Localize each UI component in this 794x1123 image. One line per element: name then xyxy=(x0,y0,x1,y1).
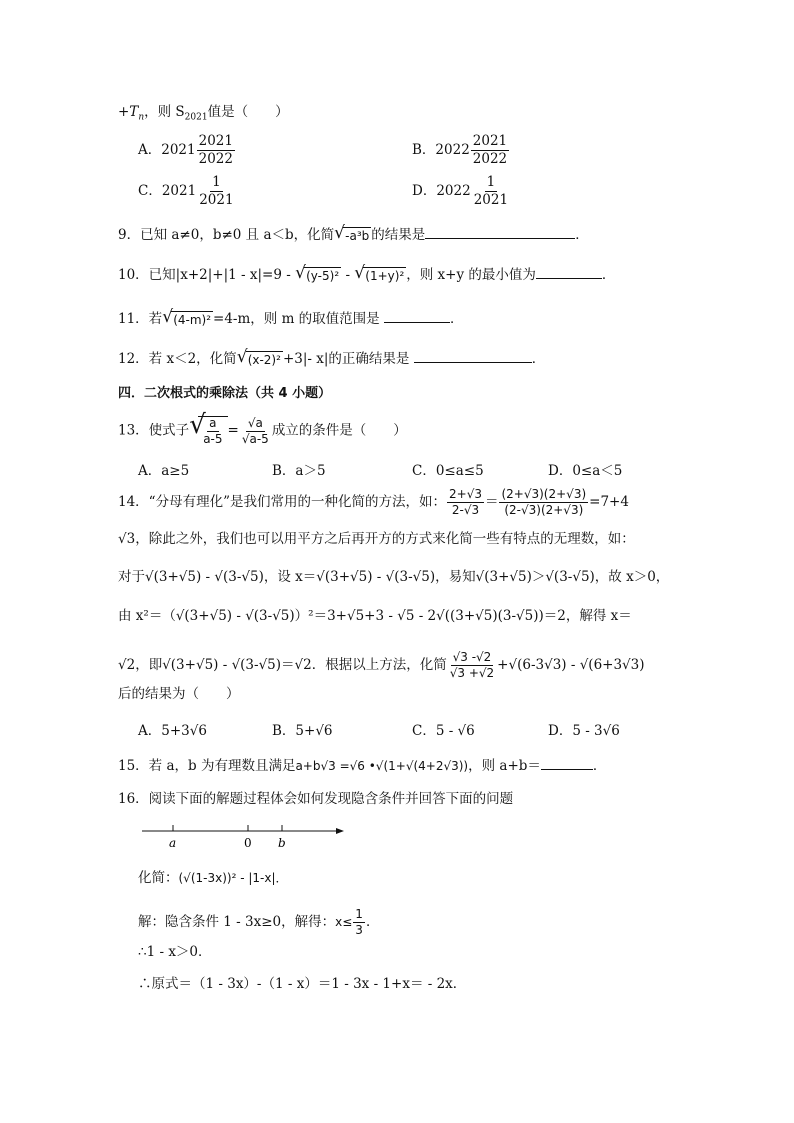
question-13: 13．使式子 √ $\frac{a}{a-5}$ = $\frac{√a}{√a-5}$ 成立的条件是（ ） xyxy=(118,410,407,447)
label-b: b xyxy=(278,836,286,850)
question-16-title: 16．阅读下面的解题过程体会如何发现隐含条件并回答下面的问题 xyxy=(118,791,514,807)
question-11: 11．若 √ (4-m)² =4-m，则 m 的取值范围是 ． xyxy=(118,307,464,328)
question-14-line-5: √2，即√(3+√5) - √(3-√5)＝√2．根据以上方法，化简 $\frac{√3 -√2}{√3 +√2}$ +√(6-3√3) - √(6+3√3) xyxy=(118,650,645,681)
q8-stem: $+T_n$，则 $S_{2021}$值是（ ） xyxy=(118,104,289,123)
answer-blank[interactable] xyxy=(536,266,602,279)
question-15: 15．若 a，b 为有理数且满足a+b√3 =√6 •√(1+√(4+2√3))，则 a+b＝ ． xyxy=(118,758,607,774)
q14-option-d[interactable]: D．5 - 3√6 xyxy=(548,723,620,739)
q14-option-a[interactable]: A．5+3√6 xyxy=(138,723,207,739)
label-zero: 0 xyxy=(244,836,252,850)
expression: a+b√3 =√6 •√(1+√(4+2√3)) xyxy=(295,759,469,773)
q13-option-d[interactable]: D．0≤a＜5 xyxy=(548,463,623,479)
q16-therefore-2: ∴原式＝（1 - 3x）-（1 - x）＝1 - 3x - 1+x＝ - 2x． xyxy=(138,976,467,992)
fraction: $\frac{(2+√3)(2+√3)}{(2-√3)(2+√3)}$ xyxy=(501,487,587,518)
sqrt-expression: √ (1+y)² xyxy=(354,263,405,284)
q16-therefore-1: ∴1 - x＞0． xyxy=(138,944,212,960)
sqrt-expression: √ $\frac{a}{a-5}$ xyxy=(189,416,227,446)
question-10: 10．已知|x+2|+|1 - x|=9 - √ (y-5)² - √ (1+y)² ，则 x+y 的最小值为 ． xyxy=(118,263,616,284)
arrow-icon xyxy=(336,828,344,834)
fraction: $\frac{1}{2021}$ xyxy=(199,174,234,208)
question-14-line-6: 后的结果为（ ） xyxy=(118,686,240,702)
q8-option-d[interactable]: D．2022 $\frac{1}{2021}$ xyxy=(412,174,509,208)
q16-solution: 解：隐含条件 1 - 3x≥0，解得：x≤ $\frac{1}{3}$ ． xyxy=(138,907,380,938)
answer-blank[interactable] xyxy=(414,350,532,363)
q8-option-a[interactable]: A．2021 $\frac{2021}{2022}$ xyxy=(138,133,233,167)
fraction: $\frac{√a}{√a-5}$ xyxy=(241,415,269,446)
fraction: $\frac{1}{2021}$ xyxy=(473,174,509,208)
fraction: $\frac{a}{a-5}$ xyxy=(203,416,223,447)
fraction: $\frac{2021}{2022}$ xyxy=(198,133,233,167)
fraction: $\frac{2021}{2022}$ xyxy=(472,133,508,167)
q13-option-c[interactable]: C．0≤a≤5 xyxy=(412,463,484,479)
answer-blank[interactable] xyxy=(425,226,575,239)
fraction: $\frac{2+√3}{2-√3}$ xyxy=(448,487,482,518)
question-14-line-3: 对于√(3+√5) - √(3-√5)，设 x＝√(3+√5) - √(3-√5)，易知√(3+√5)＞√(3-√5)，故 x＞0， xyxy=(118,569,670,585)
sqrt-expression: √ (x-2)² xyxy=(236,347,281,368)
q8-lead: +T xyxy=(118,104,139,120)
question-14-line-4: 由 x²＝（√(3+√5) - √(3-√5)）²＝3+√5+3 - √5 - 2√((3+√5)(3-√5))＝2，解得 x＝ xyxy=(118,608,632,624)
question-14-line-2: √3，除此之外，我们也可以用平方之后再开方的方式来化简一些有特点的无理数，如： xyxy=(118,531,635,547)
number-line xyxy=(140,818,350,852)
fraction: $\frac{1}{3}$ xyxy=(355,907,363,938)
question-14-line-1: 14．“分母有理化”是我们常用的一种化简的方法，如： $\frac{2+√3}{2-√3}$ ＝ $\frac{(2+√3)(2+√3)}{(2-√3)(2+√3)}$ =7+4 xyxy=(118,487,629,518)
q8-option-b[interactable]: B．2022 $\frac{2021}{2022}$ xyxy=(412,133,508,167)
q14-option-b[interactable]: B．5+√6 xyxy=(272,723,333,739)
q14-option-c[interactable]: C．5 - √6 xyxy=(412,723,475,739)
fraction: $\frac{√3 -√2}{√3 +√2}$ xyxy=(449,650,495,681)
q13-option-a[interactable]: A．a≥5 xyxy=(138,463,190,479)
section-title: 四．二次根式的乘除法（共 4 小题） xyxy=(118,386,332,401)
q16-simplify: 化简：(√(1-3x))² - |1-x|． xyxy=(138,870,288,886)
answer-blank[interactable] xyxy=(541,757,593,770)
sqrt-expression: √ (y-5)² xyxy=(295,263,340,284)
answer-blank[interactable] xyxy=(384,310,450,323)
q13-option-b[interactable]: B．a＞5 xyxy=(272,463,326,479)
q8-option-c[interactable]: C．2021 $\frac{1}{2021}$ xyxy=(138,174,234,208)
sqrt-expression: √ (4-m)² xyxy=(162,307,212,328)
question-9: 9．已知 a≠0，b≠0 且 a＜b，化简 √ -a³b 的结果是 ． xyxy=(118,223,589,244)
sqrt-expression: √ -a³b xyxy=(334,223,370,244)
question-12: 12．若 x＜2，化简 √ (x-2)² +3|- x|的正确结果是 ． xyxy=(118,347,546,368)
label-a: a xyxy=(169,836,177,850)
